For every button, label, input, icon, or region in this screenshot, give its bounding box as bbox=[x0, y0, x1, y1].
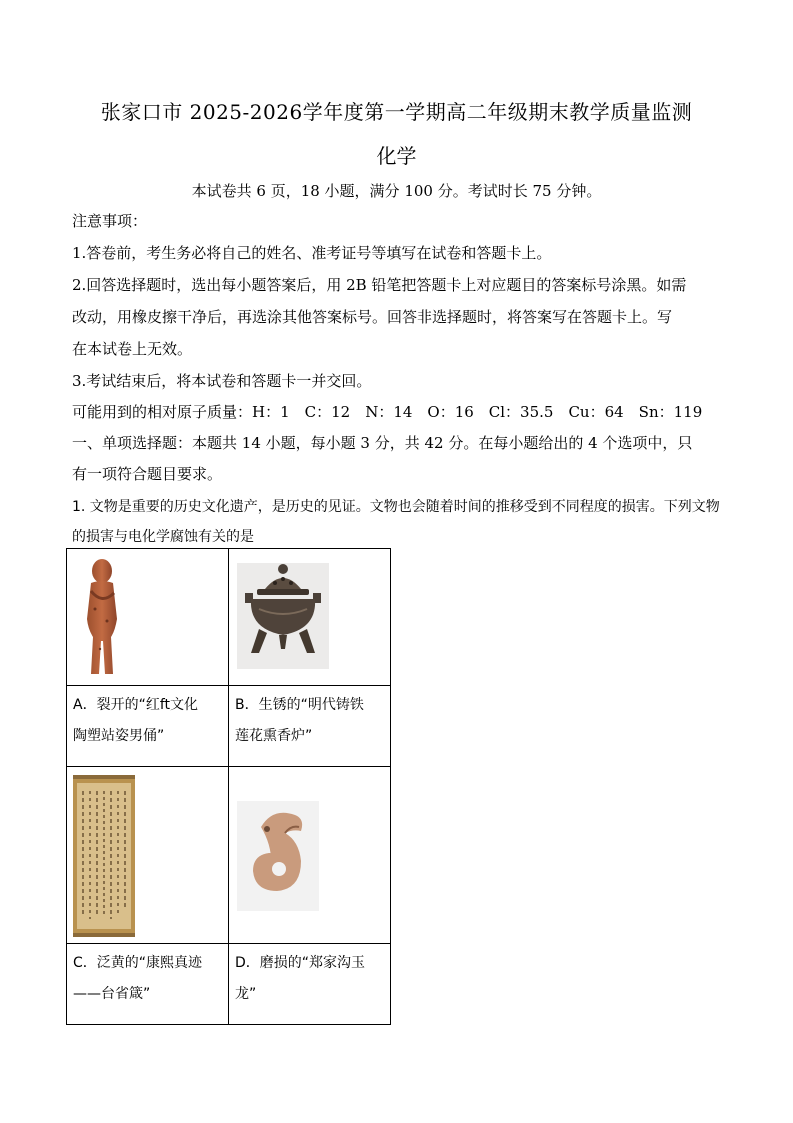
subject-title: 化学 bbox=[376, 144, 417, 168]
option-d-line-1: D．磨损的“郑家沟玉 bbox=[235, 955, 366, 971]
question-1-stem-line-2: 的损害与电化学腐蚀有关的是 bbox=[72, 529, 254, 545]
option-a-line-1: A．裂开的“红ft文化 bbox=[73, 697, 199, 713]
section-1-line-2: 有一项符合题目要求。 bbox=[72, 465, 223, 483]
clay-figurine-image bbox=[67, 549, 216, 685]
option-d-caption[interactable] bbox=[229, 944, 391, 1025]
options-table bbox=[66, 548, 391, 1025]
question-1-stem-line-1: 1. 文物是重要的历史文化遗产，是历史的见证。文物也会随着时间的推移受到不同程度的损害。下列文物 bbox=[72, 499, 720, 515]
section-1-line-1: 一、单项选择题：本题共 14 小题，每小题 3 分，共 42 分。在每小题给出的 4 个选项中，只 bbox=[72, 434, 693, 452]
notes-item-2-line-2: 改动，用橡皮擦干净后，再选涂其他答案标号。回答非选择题时，将答案写在答题卡上。写 bbox=[72, 308, 673, 326]
exam-intro: 本试卷共 6 页，18 小题，满分 100 分。考试时长 75 分钟。 bbox=[191, 182, 602, 200]
option-c-caption[interactable] bbox=[67, 944, 229, 1025]
option-d-line-2: 龙” bbox=[235, 986, 257, 1002]
notes-heading: 注意事项： bbox=[72, 212, 148, 230]
option-b-line-1: B．生锈的“明代铸铁 bbox=[235, 697, 364, 713]
jade-dragon-image bbox=[229, 767, 378, 943]
option-b-caption[interactable] bbox=[229, 686, 391, 767]
iron-censer-image bbox=[229, 549, 378, 685]
exam-title: 张家口市 2025-2026学年度第一学期高二年级期末教学质量监测 bbox=[100, 100, 693, 124]
option-a-caption[interactable] bbox=[67, 686, 229, 767]
option-c-image-cell bbox=[67, 767, 229, 944]
option-a-line-2: 陶塑站姿男俑” bbox=[73, 728, 165, 744]
option-a-image-cell bbox=[67, 549, 229, 686]
atomic-masses: 可能用到的相对原子质量：H：1 C：12 N：14 O：16 Cl：35.5 Cu：64 Sn：119 bbox=[72, 403, 703, 421]
notes-item-1: 1.答卷前，考生务必将自己的姓名、准考证号等填写在试卷和答题卡上。 bbox=[72, 244, 552, 262]
option-c-line-1: C．泛黄的“康熙真迹 bbox=[73, 955, 203, 971]
notes-item-2-line-3: 在本试卷上无效。 bbox=[72, 340, 193, 358]
option-b-image-cell bbox=[229, 549, 391, 686]
calligraphy-scroll-image bbox=[67, 767, 216, 943]
option-c-line-2: ——台省箴” bbox=[73, 986, 151, 1002]
option-b-line-2: 莲花熏香炉” bbox=[235, 728, 313, 744]
notes-item-3: 3.考试结束后，将本试卷和答题卡一并交回。 bbox=[72, 372, 372, 390]
notes-item-2-line-1: 2.回答选择题时，选出每小题答案后，用 2B 铅笔把答题卡上对应题目的答案标号涂黑。如需 bbox=[72, 276, 687, 294]
option-d-image-cell bbox=[229, 767, 391, 944]
